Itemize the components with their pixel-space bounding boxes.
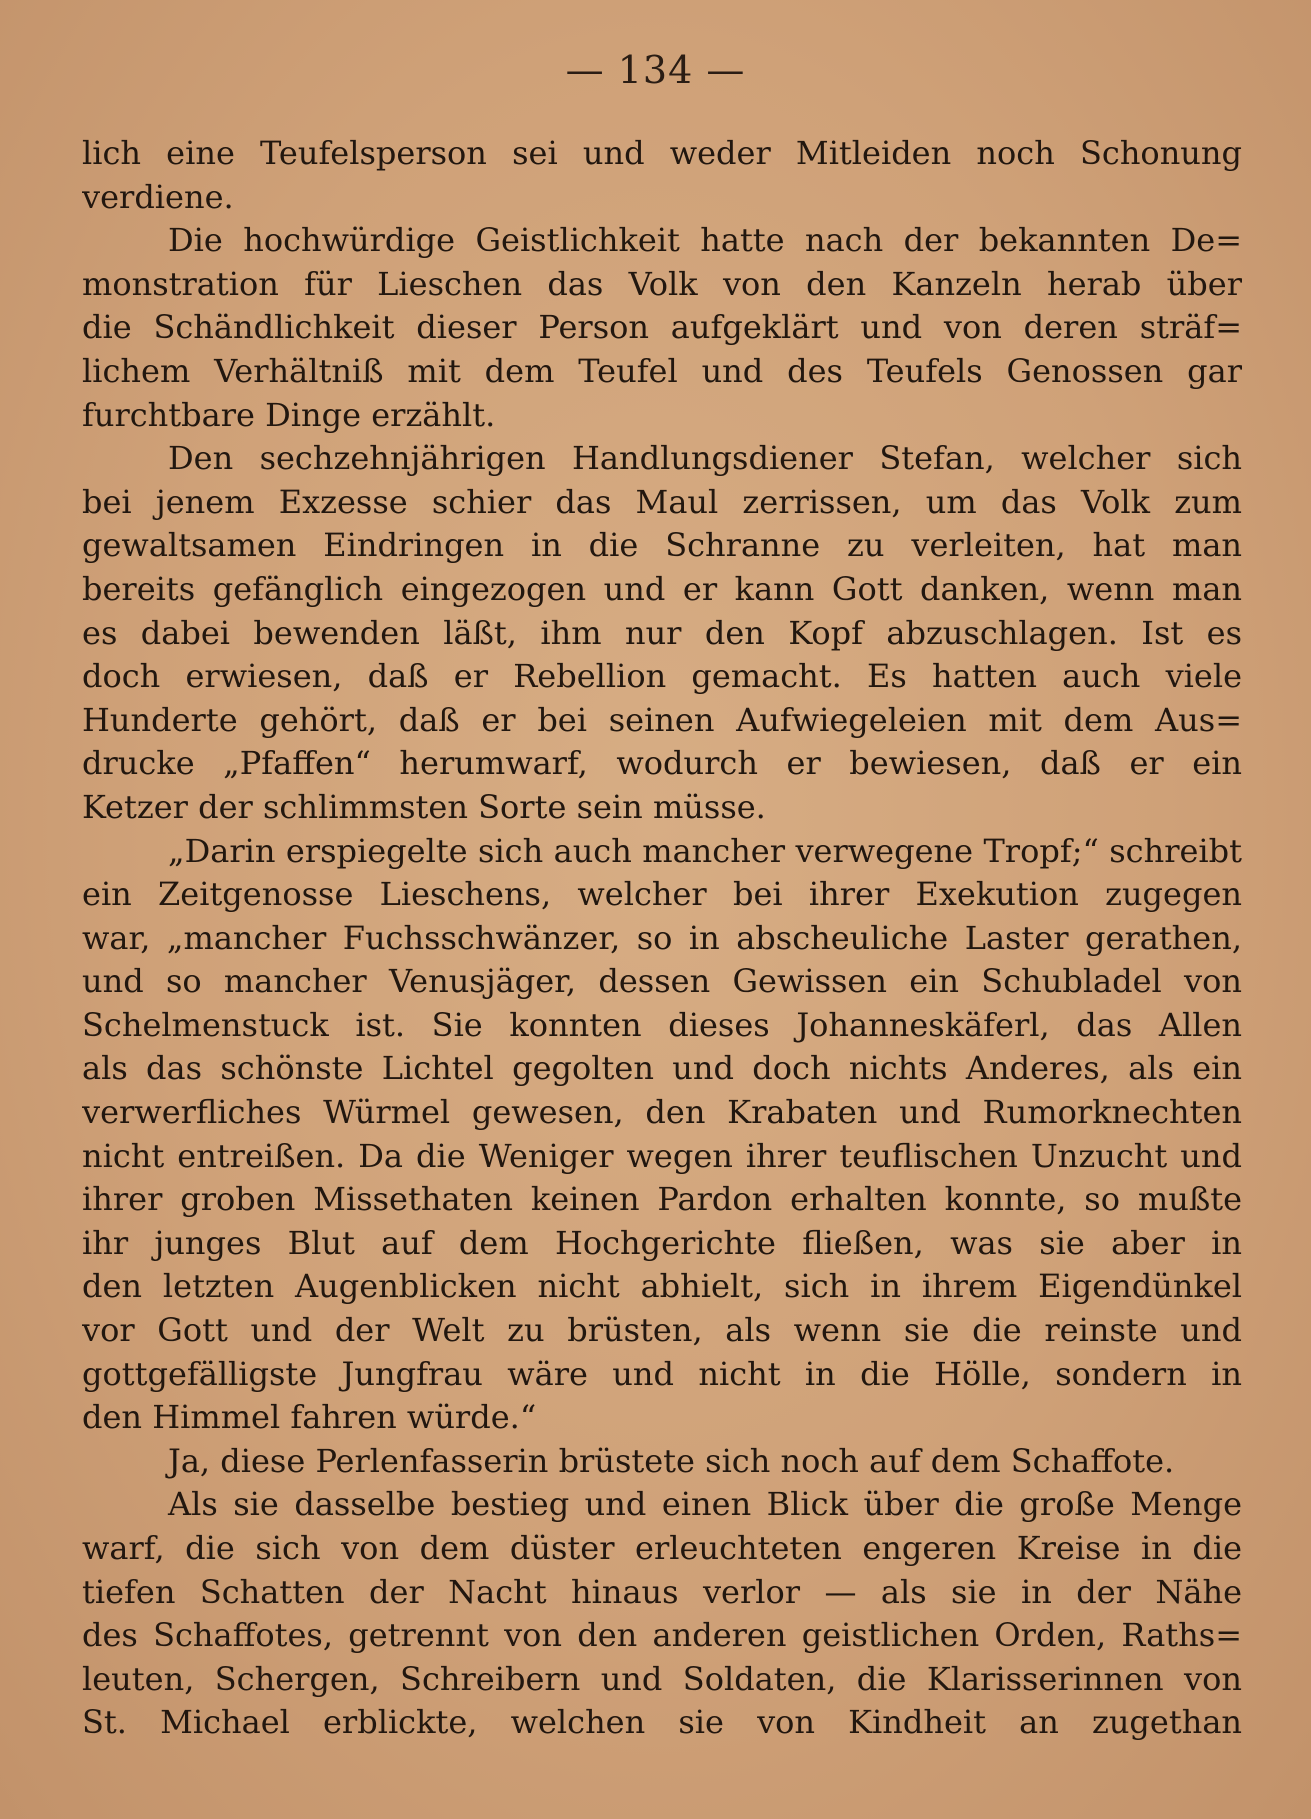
page-number: — 134 — — [565, 48, 746, 92]
text-line: nicht entreißen. Da die Weniger wegen ihrer teuflischen Unzucht und — [82, 1136, 1242, 1175]
text-line: Schelmenstuck ist. Sie konnten dieses Johanneskäferl, das Allen — [82, 1005, 1242, 1044]
text-line: leuten, Schergen, Schreibern und Soldaten, die Klarisserinnen von — [82, 1659, 1242, 1698]
paragraph — [82, 437, 1242, 829]
text-line: tiefen Schatten der Nacht hinaus verlor — als sie in der Nähe — [82, 1572, 1242, 1611]
text-line: „Darin erspiegelte sich auch mancher verwegene Tropf;“ schreibt — [168, 831, 1242, 870]
paragraph — [82, 1483, 1242, 1745]
text-line: furchtbare Dinge erzählt. — [82, 395, 496, 434]
text-line: drucke „Pfaffen“ herumwarf, wodurch er bewiesen, daß er ein — [82, 744, 1242, 783]
text-line: Ketzer der schlimmsten Sorte sein müsse. — [82, 787, 766, 826]
text-line: ihr junges Blut auf dem Hochgerichte fließen, was sie aber in — [82, 1223, 1242, 1262]
text-line: verwerfliches Würmel gewesen, den Krabaten und Rumorknechten — [82, 1093, 1242, 1132]
text-line: Den sechzehnjährigen Handlungsdiener Stefan, welcher sich — [168, 439, 1242, 478]
text-line: lichem Verhältniß mit dem Teufel und des Teufels Genossen gar — [82, 351, 1242, 390]
text-line: gottgefälligste Jungfrau wäre und nicht in die Hölle, sondern in — [82, 1354, 1242, 1393]
text-line: ein Zeitgenosse Lieschens, welcher bei ihrer Exekution zugegen — [82, 875, 1242, 914]
text-line: St. Michael erblickte, welchen sie von Kindheit an zugethan — [82, 1703, 1242, 1742]
text-line: und so mancher Venusjäger, dessen Gewissen ein Schubladel von — [82, 962, 1242, 1001]
text-line: verdiene. — [82, 177, 234, 216]
text-line: als das schönste Lichtel gegolten und doch nichts Anderes, als ein — [82, 1049, 1242, 1088]
paragraph — [82, 132, 1242, 219]
text-line: Als sie dasselbe bestieg und einen Blick über die große Menge — [168, 1485, 1242, 1524]
text-line: bereits gefänglich eingezogen und er kann Gott danken, wenn man — [82, 569, 1242, 608]
text-line: Die hochwürdige Geistlichkeit hatte nach der bekannten De= — [168, 221, 1242, 260]
text-line: Ja, diese Perlenfasserin brüstete sich noch auf dem Schaffote. — [168, 1441, 1175, 1480]
paragraph — [82, 219, 1242, 437]
text-line: des Schaffotes, getrennt von den anderen geistlichen Orden, Raths= — [82, 1616, 1242, 1655]
text-line: war, „mancher Fuchsschwänzer, so in abscheuliche Laster gerathen, — [82, 918, 1242, 957]
text-line: den letzten Augenblicken nicht abhielt, sich in ihrem Eigendünkel — [82, 1267, 1242, 1306]
text-line: warf, die sich von dem düster erleuchteten engeren Kreise in die — [82, 1529, 1242, 1567]
text-line: gewaltsamen Eindringen in die Schranne zu verleiten, hat man — [82, 526, 1242, 565]
text-line: die Schändlichkeit dieser Person aufgeklärt und von deren sträf= — [82, 308, 1242, 347]
text-line: vor Gott und der Welt zu brüsten, als wenn sie die reinste und — [82, 1311, 1242, 1350]
body-text — [82, 132, 1242, 1745]
text-line: Hunderte gehört, daß er bei seinen Aufwiegeleien mit dem Aus= — [82, 700, 1242, 739]
text-line: lich eine Teufelsperson sei und weder Mitleiden noch Schonung — [82, 134, 1242, 172]
text-line: es dabei bewenden läßt, ihm nur den Kopf abzuschlagen. Ist es — [82, 613, 1242, 652]
text-line: den Himmel fahren würde.“ — [82, 1398, 537, 1437]
text-line: monstration für Lieschen das Volk von den Kanzeln herab über — [82, 264, 1242, 303]
text-line: doch erwiesen, daß er Rebellion gemacht. Es hatten auch viele — [82, 657, 1242, 696]
text-line: bei jenem Exzesse schier das Maul zerrissen, um das Volk zum — [82, 482, 1242, 521]
paragraph — [82, 1440, 1242, 1484]
text-line: ihrer groben Missethaten keinen Pardon erhalten konnte, so mußte — [82, 1180, 1242, 1219]
paragraph — [82, 830, 1242, 1440]
